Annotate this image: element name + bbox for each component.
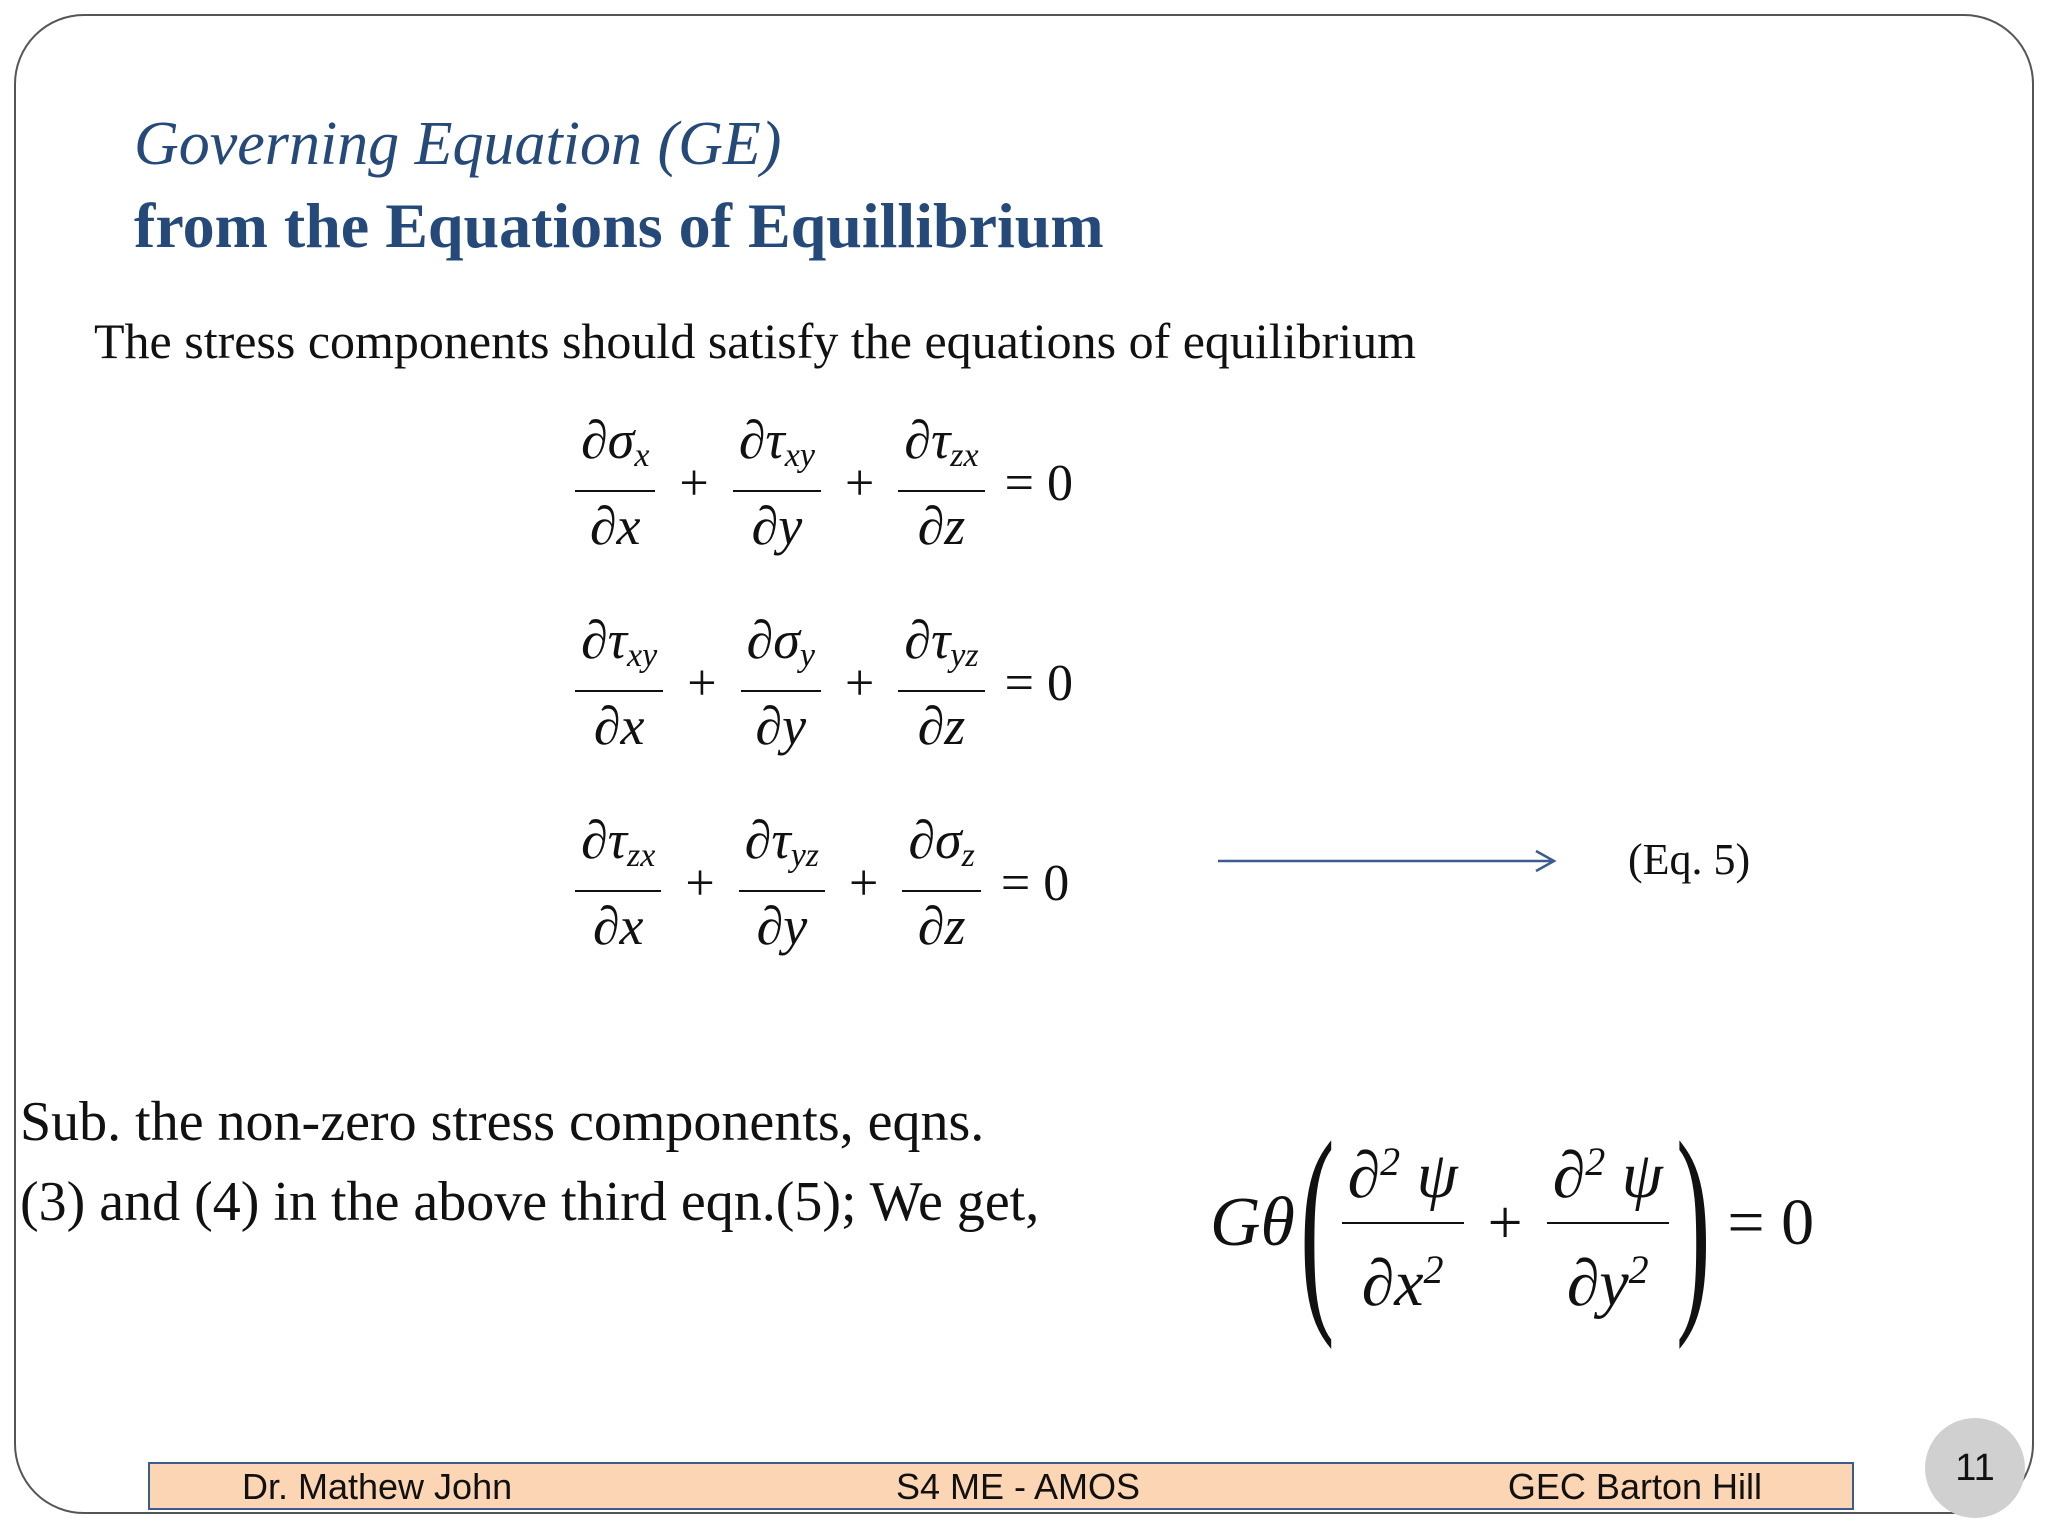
plus-sign: + (679, 454, 709, 512)
left-parenthesis: ( (1300, 1095, 1335, 1350)
substitution-line-2: (3) and (4) in the above third eqn.(5); We get, (20, 1171, 1040, 1233)
plus-sign: + (844, 654, 875, 712)
fraction: $\frac{\partial\tau_{xy}}{\partial y}$ (733, 410, 821, 556)
equilibrium-equation-3 (565, 810, 1069, 956)
plus-sign: + (1487, 1188, 1523, 1257)
plus-sign: + (687, 654, 717, 712)
governing-equation (1210, 1095, 1815, 1350)
right-parenthesis: ) (1675, 1095, 1711, 1350)
fraction: $\frac{\partial\sigma_x}{\partial x}$ (575, 410, 655, 556)
footer-author: Dr. Mathew John (242, 1466, 513, 1507)
fraction: $\frac{\partial\tau_{zx}}{\partial z}$ (898, 410, 984, 556)
fraction: $\frac{\partial\tau_{yz}}{\partial z}$ (898, 610, 984, 756)
fraction: $\frac{\partial\tau_{xy}}{\partial x}$ (575, 610, 663, 756)
title-line-1: Governing Equation (GE) (134, 110, 782, 178)
page-number: 11 (1955, 1446, 1995, 1489)
equation-coefficient: Gθ (1210, 1184, 1295, 1261)
substitution-text (20, 1082, 1039, 1242)
equation-rhs: = 0 (1727, 1186, 1815, 1259)
fraction: $\frac{\partial\tau_{yz}}{\partial y}$ (739, 810, 825, 956)
equilibrium-equation-1 (565, 410, 1073, 556)
equation-rhs: = 0 (1004, 454, 1073, 512)
fraction: $\frac{\partial\sigma_z}{\partial z}$ (902, 810, 981, 956)
equation-tag: (Eq. 5) (1628, 835, 1751, 884)
fraction: $\frac{\partial^2 \psi}{\partial x^2}$ (1342, 1120, 1464, 1326)
page-number-badge (1925, 1418, 2025, 1518)
footer-institution: GEC Barton Hill (1507, 1466, 1762, 1507)
plus-sign: + (849, 854, 879, 912)
plus-sign: + (685, 854, 715, 912)
equation-rhs: = 0 (1000, 854, 1070, 912)
footer-bar (148, 1462, 1854, 1510)
fraction: $\frac{\partial\tau_{zx}}{\partial x}$ (575, 810, 661, 956)
equilibrium-equation-2 (565, 610, 1073, 756)
substitution-line-1: Sub. the non-zero stress components, eqns. (20, 1091, 985, 1153)
intro-text: The stress components should satisfy the equations of equilibrium (94, 313, 1417, 369)
fraction: $\frac{\partial\sigma_y}{\partial y}$ (741, 610, 821, 756)
fraction: $\frac{\partial^2 \psi}{\partial y^2}$ (1547, 1120, 1669, 1326)
arrow-right-icon (1218, 846, 1558, 876)
slide-title (134, 104, 1104, 268)
footer-course: S4 ME - AMOS (896, 1466, 1141, 1507)
plus-sign: + (844, 454, 875, 512)
equation-rhs: = 0 (1004, 654, 1073, 712)
title-line-2: from the Equations of Equillibrium (134, 190, 1104, 261)
